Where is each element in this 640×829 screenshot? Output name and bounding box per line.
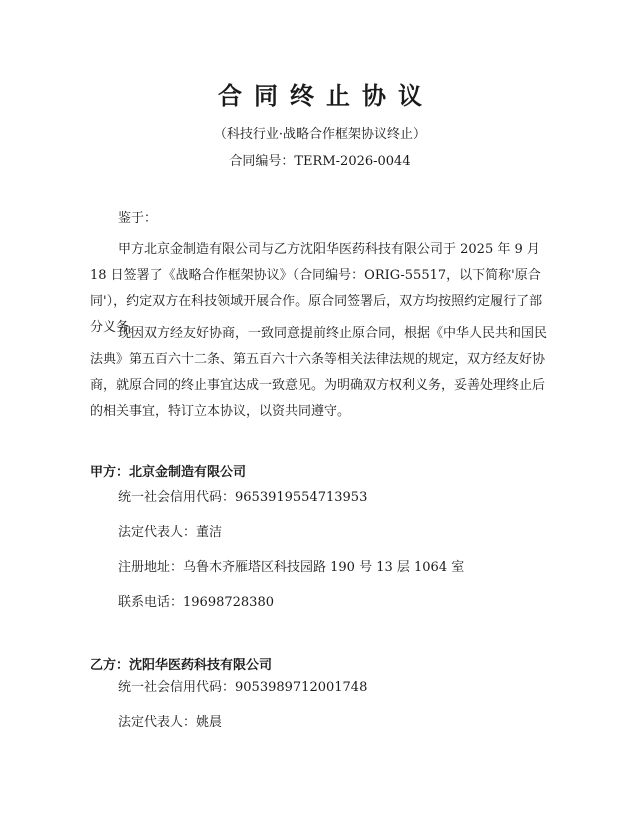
party-a-heading: 甲方：北京金制造有限公司	[90, 465, 247, 480]
party-b-heading: 乙方：沈阳华医药科技有限公司	[90, 658, 273, 673]
party-a-credit-code: 统一社会信用代码：9653919554713953	[118, 490, 368, 505]
party-a-phone: 联系电话：19698728380	[118, 595, 274, 610]
whereas-label: 鉴于：	[118, 211, 158, 226]
document-title: 合同终止协议	[218, 82, 434, 110]
background-paragraph: 甲方北京金制造有限公司与乙方沈阳华医药科技有限公司于 2025 年 9 月 18 日签署了《战略合作框架协议》（合同编号：ORIG-55517，以下简称'原合同'），约定双方在科技领域开展合作。原合同签署后，双方均按照约定履行了部分义务。	[90, 242, 543, 335]
party-a-address: 注册地址：乌鲁木齐雁塔区科技园路 190 号 13 层 1064 室	[118, 560, 465, 575]
party-a-legal-rep: 法定代表人：董洁	[118, 525, 223, 540]
contract-number: 合同编号：TERM-2026-0044	[229, 154, 411, 169]
party-b-legal-rep: 法定代表人：姚晨	[118, 715, 223, 730]
document-subtitle: （科技行业·战略合作框架协议终止）	[213, 127, 427, 142]
termination-reason-paragraph: 现因双方经友好协商，一致同意提前终止原合同，根据《中华人民共和国民法典》第五百六十二条、第五百六十六条等相关法律法规的规定，双方经友好协商，就原合同的终止事宜达成一致意见。为明确双方权利义务，妥善处理终止后的相关事宜，特订立本协议，以资共同遵守。	[90, 326, 548, 419]
party-b-credit-code: 统一社会信用代码：9053989712001748	[118, 680, 368, 695]
